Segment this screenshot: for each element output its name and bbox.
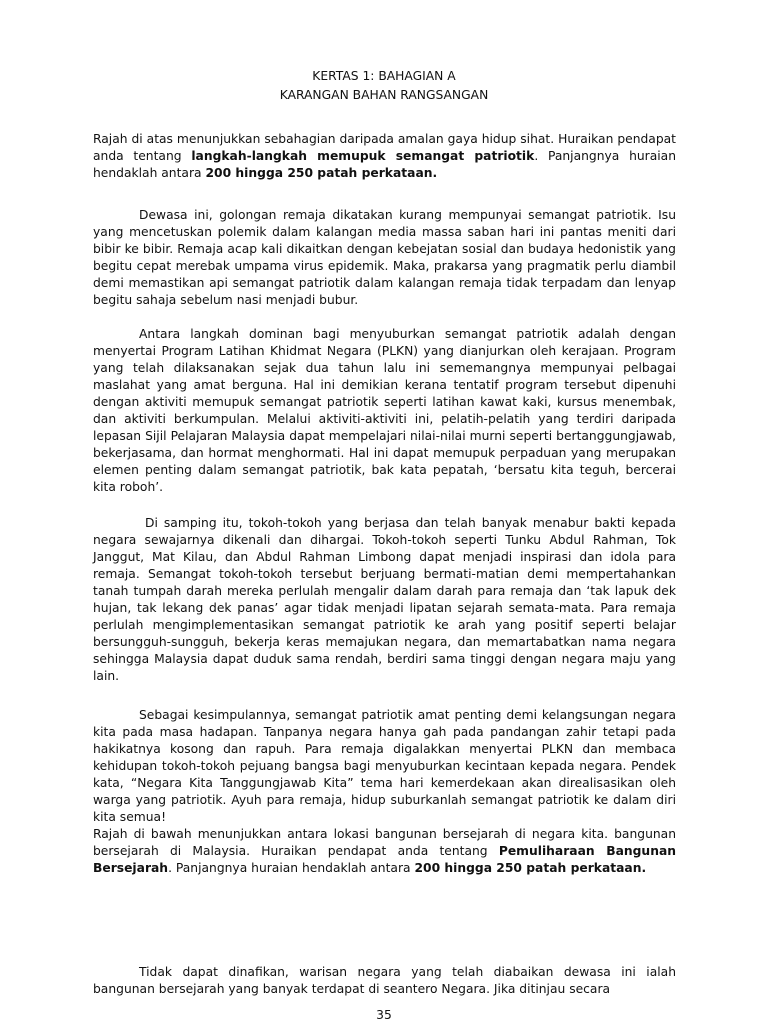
question-prompt-2: [93, 826, 676, 877]
question-2-word-count: 200 hingga 250 patah perkataan.: [414, 861, 647, 875]
question-2-topic: Pemuliharaan Bangunan Bersejarah: [93, 844, 676, 875]
question-1-text-a: Rajah di atas menunjukkan sebahagian daripada amalan gaya hidup sihat. Huraikan pendapat anda tentang: [93, 132, 676, 163]
question-1-text-b: . Panjangnya huraian hendaklah antara: [93, 149, 677, 180]
essay-2-introduction: Tidak dapat dinafikan, warisan negara yang telah diabaikan dewasa ini ialah bangunan bersejarah yang banyak terdapat di seantero Negara. Jika ditinjau secara: [93, 965, 676, 996]
heading-paper: KERTAS 1: BAHAGIAN A: [312, 69, 456, 83]
heading-section: KARANGAN BAHAN RANGSANGAN: [279, 88, 489, 102]
question-2-text-a: Rajah di bawah menunjukkan antara lokasi bangunan bersejarah di negara kita. bangunan bersejarah di Malaysia. Huraikan pendapat anda tentang: [93, 827, 676, 858]
essay-body-paragraph-1: Antara langkah dominan bagi menyuburkan semangat patriotik adalah dengan menyertai Program Latihan Khidmat Negara (PLKN) yang dianjurkan oleh kerajaan. Program yang telah dilaksanakan sejak dua tahun lalu ini sememangnya mempunyai pelbagai maslahat yang amat berguna. Hal ini demikian kerana tentatif program tersebut dipenuhi dengan aktiviti memupuk semangat patriotik seperti latihan kawat kaki, kursus menembak, dan aktiviti berkumpulan. Melalui aktiviti-aktiviti ini, pelatih-pelatih yang terdiri daripada lepasan Sijil Pelajaran Malaysia dapat mempelajari nilai-nilai murni seperti bertanggungjawab, bekerjasama, dan hormat menghormati. Hal ini dapat memupuk perpaduan yang merupakan elemen penting dalam semangat patriotik, bak kata pepatah, ‘bersatu kita teguh, bercerai kita roboh’.: [93, 327, 676, 494]
question-1-word-count: 200 hingga 250 patah perkataan.: [205, 166, 438, 180]
page-number: 35: [376, 1008, 392, 1022]
question-prompt-1: [93, 131, 676, 182]
essay-body-paragraph-2: Di samping itu, tokoh-tokoh yang berjasa dan telah banyak menabur bakti kepada negara sewajarnya dikenali dan dihargai. Tokoh-tokoh seperti Tunku Abdul Rahman, Tok Janggut, Mat Kilau, dan Abdul Rahman Limbong dapat menjadi inspirasi dan idola para remaja. Semangat tokoh-tokoh tersebut berjuang bermati-matian demi mempertahankan tanah tumpah darah mereka perlulah mengalir dalam darah para remaja dan ‘tak lapuk dek hujan, tak lekang dek panas’ agar tidak menjadi lipatan sejarah semata-mata. Para remaja perlulah mengimplementasikan semangat patriotik ke arah yang positif seperti belajar bersungguh-sungguh, bekerja keras memajukan negara, dan memartabatkan nama negara sehingga Malaysia dapat duduk sama rendah, berdiri sama tinggi dengan negara maju yang lain.: [93, 516, 676, 683]
essay-conclusion: Sebagai kesimpulannya, semangat patriotik amat penting demi kelangsungan negara kita pada masa hadapan. Tanpanya negara hanya gah pada pandangan zahir tetapi pada hakikatnya kosong dan rapuh. Para remaja digalakkan menyertai PLKN dan membaca kehidupan tokoh-tokoh pejuang bangsa bagi menyuburkan kecintaan kepada negara. Pendek kata, “Negara Kita Tanggungjawab Kita” tema hari kemerdekaan akan direalisasikan oleh warga yang patriotik. Ayuh para remaja, hidup suburkanlah semangat patriotik ke dalam diri kita semua!: [93, 708, 676, 824]
question-1-topic: langkah-langkah memupuk semangat patriotik: [191, 149, 535, 163]
question-2-text-b: . Panjangnya huraian hendaklah antara: [168, 861, 415, 875]
essay-introduction: Dewasa ini, golongan remaja dikatakan kurang mempunyai semangat patriotik. Isu yang mencetuskan polemik dalam kalangan media massa saban hari ini pantas meniti dari bibir ke bibir. Remaja acap kali dikaitkan dengan kebejatan sosial dan budaya hedonistik yang begitu cepat merebak umpama virus epidemik. Maka, prakarsa yang pragmatik perlu diambil demi memastikan api semangat patriotik dalam kalangan remaja tidak terpadam dan lenyap begitu sahaja sebelum nasi menjadi bubur.: [93, 208, 676, 307]
